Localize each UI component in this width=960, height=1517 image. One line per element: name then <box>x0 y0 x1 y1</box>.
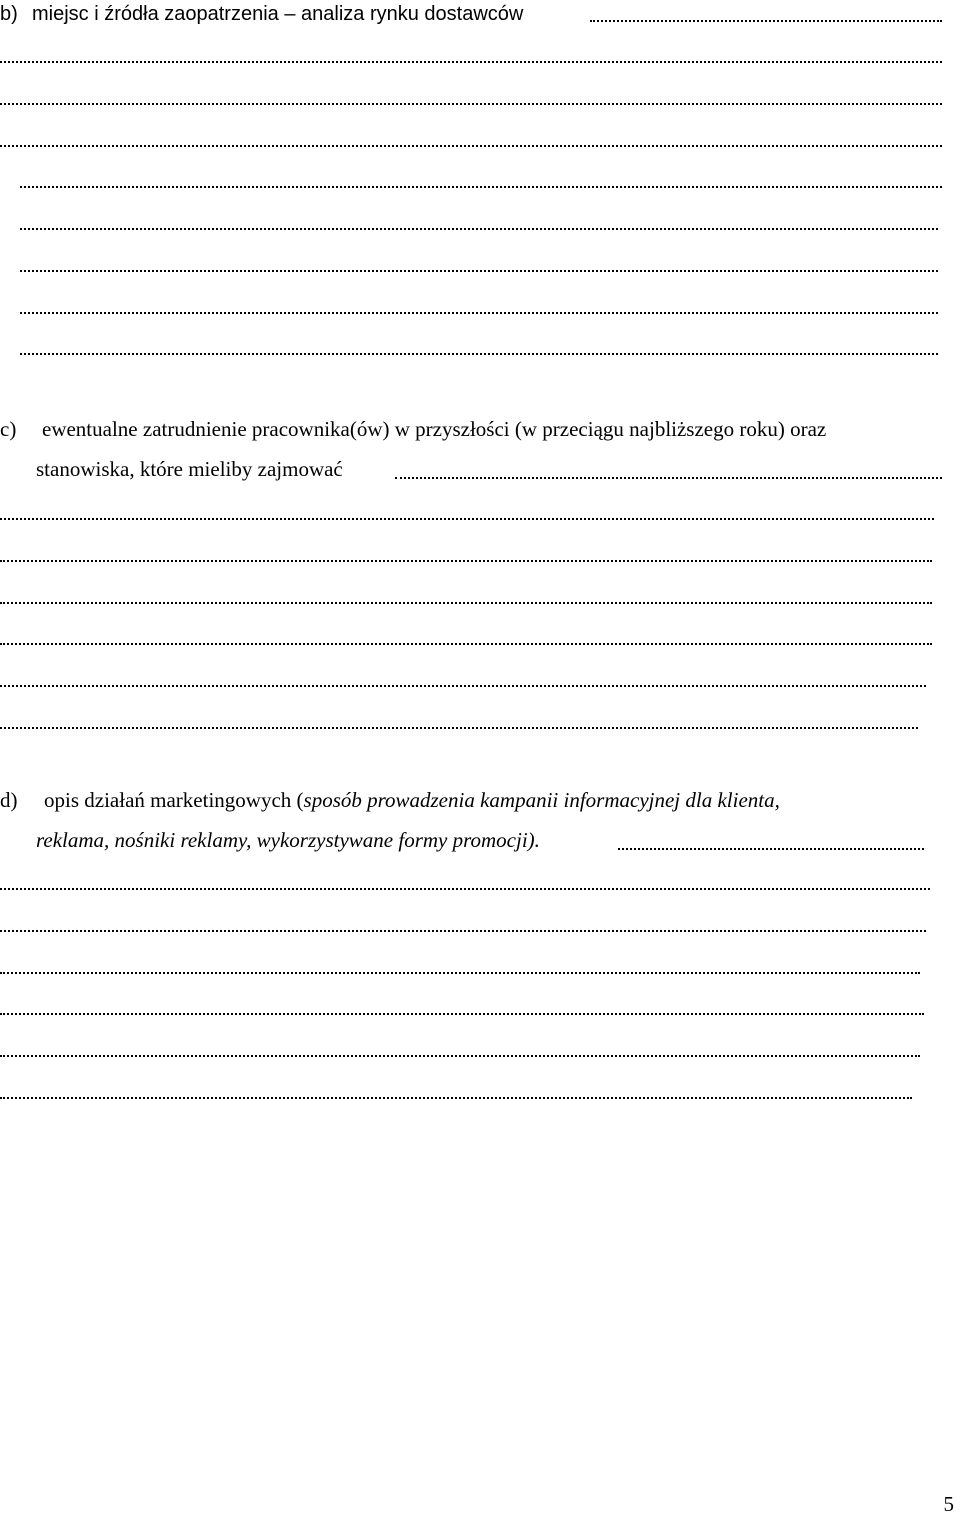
section-b-heading <box>32 4 523 24</box>
section-b-answer-line[interactable] <box>20 228 938 230</box>
section-d-marker: d) <box>0 788 18 812</box>
section-d-line-1-plain: opis działań marketingowych ( <box>44 788 304 812</box>
section-c-answer-line[interactable] <box>0 560 932 562</box>
section-c-line-1: ewentualne zatrudnienie pracownika(ów) w przyszłości (w przeciągu najbliższego roku) oraz <box>42 417 827 441</box>
section-c-answer-line[interactable] <box>0 602 932 604</box>
section-b-answer-line[interactable] <box>20 353 938 355</box>
section-c-fill-line[interactable] <box>395 477 942 479</box>
section-c-marker: c) <box>0 417 17 441</box>
section-b-answer-line[interactable] <box>0 145 942 147</box>
section-c-line-2: stanowiska, które mieliby zajmować <box>36 457 343 481</box>
section-c-answer-line[interactable] <box>0 727 918 729</box>
section-d-answer-line[interactable] <box>0 1013 924 1015</box>
section-b-answer-line[interactable] <box>20 312 938 314</box>
section-c-answer-line[interactable] <box>0 643 932 645</box>
section-b-title: miejsc i źródła zaopatrzenia – analiza rynku dostawców <box>32 3 524 25</box>
section-b-marker: b) <box>0 3 18 25</box>
section-d-answer-line[interactable] <box>0 972 920 974</box>
section-d-answer-line[interactable] <box>0 888 930 890</box>
section-d-answer-line[interactable] <box>0 1055 920 1057</box>
section-d-line-1-italic: sposób prowadzenia kampanii informacyjnej dla klienta, <box>303 788 780 812</box>
section-d-line-1 <box>44 790 780 811</box>
section-b-answer-line[interactable] <box>0 61 942 63</box>
page-number: 5 <box>943 1492 954 1516</box>
section-b-fill-line[interactable] <box>590 20 942 22</box>
section-c-answer-line[interactable] <box>0 518 934 520</box>
section-d-fill-line[interactable] <box>618 848 924 850</box>
section-b-answer-line[interactable] <box>20 270 938 272</box>
section-b-answer-line[interactable] <box>20 186 942 188</box>
section-d-line-2: reklama, nośniki reklamy, wykorzystywane formy promocji). <box>36 828 540 852</box>
section-d-answer-line[interactable] <box>0 930 926 932</box>
section-d-answer-line[interactable] <box>0 1097 912 1099</box>
section-c-answer-line[interactable] <box>0 685 926 687</box>
section-b-answer-line[interactable] <box>0 103 942 105</box>
